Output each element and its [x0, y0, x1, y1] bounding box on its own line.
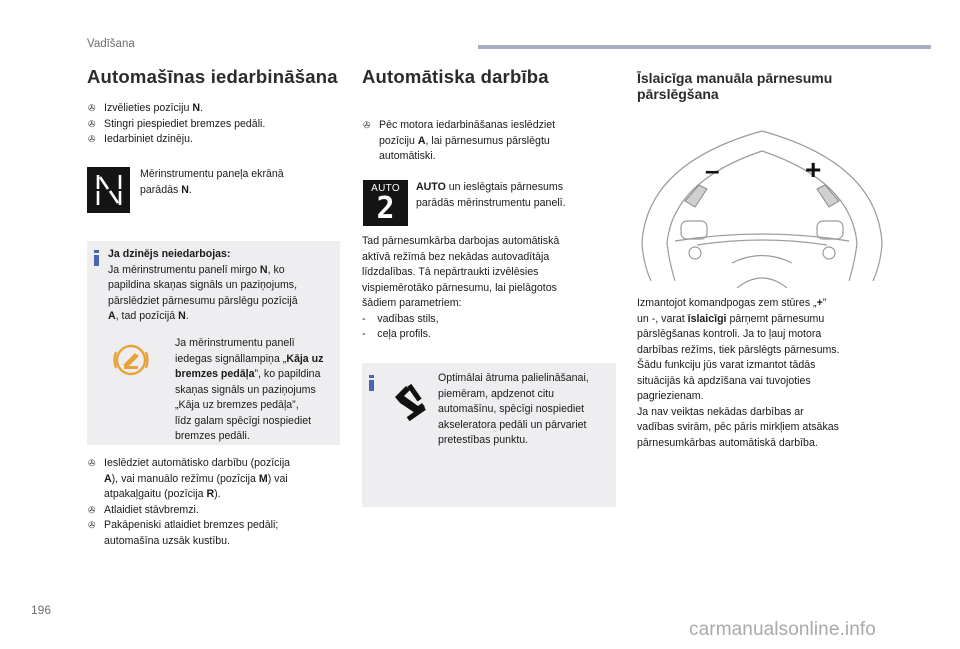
column-manual — [637, 70, 877, 102]
auto-paragraph: Tad pārnesumkārba darbojas automātiskā aktīvā režīmā bez nekādas autovadītāja līdzdalības. Tā nepārtraukti izvēlēsies vispiemērotāko pārnesumu, lai pielāgotos šādiem parametriem: - vadības stils, - ceļa profils. — [362, 235, 560, 340]
auto-steps — [362, 118, 616, 165]
panel-text: Mērinstrumentu paneļa ekrānā parādās N. — [140, 168, 284, 196]
title-starting: Automašīnas iedarbināšana — [87, 66, 338, 87]
watermark: carmanualsonline.info — [689, 619, 876, 640]
title-manual: Īslaicīga manuāla pārnesumu pārslēgšana — [637, 70, 833, 102]
gear-n-icon — [94, 173, 124, 207]
start-steps — [87, 101, 342, 148]
column-automatic — [362, 66, 616, 165]
foot-accelerator-icon — [392, 381, 428, 421]
bullet-icon: ✇ — [88, 134, 96, 144]
drive-steps — [87, 456, 342, 549]
bullet-icon: ✇ — [363, 120, 371, 130]
list-item: ✇ Iedarbiniet dzinēju. — [87, 132, 342, 148]
title-automatic: Automātiska darbība — [362, 66, 549, 87]
auto-display-text: AUTO un ieslēgtais pārnesums parādās mērinstrumentu panelī. — [416, 181, 566, 209]
note-engine-text: Ja dzinējs neiedarbojas: Ja mērinstrumentu panelī mirgo N, ko papildina skaņas signāls un paziņojums, pārslēdziet pārnesumu pārslēgu pozīcijā A, tad pozīcijā N. — [108, 248, 298, 322]
display-auto-icon — [363, 180, 408, 226]
manual-text: Izmantojot komandpogas zem stūres „+” un -, varat īslaicīgi pārņemt pārnesumu pārslēgšanas kontroli. Ja to ļauj motora darbības režīms, tiek pārslēgts pārnesums. Šādu funkciju jūs varat izmantot tādās situācijās kā apdzīšana vai tuvojoties pagriezienam. Ja nav veiktas nekādas darbības ar vadības svirām, pēc pāris mirkļiem atsākas pārnesumkārbas automātiskā darbība. — [637, 297, 840, 449]
column-starting — [87, 66, 342, 148]
bullet-icon: ✇ — [88, 103, 96, 113]
foot-on-brake-icon — [112, 341, 150, 379]
section-label: Vadīšana — [87, 38, 135, 50]
paddle-minus-label: – — [705, 155, 720, 185]
note-box-engine — [87, 241, 340, 445]
display-n-icon — [87, 167, 130, 213]
page-number: 196 — [31, 603, 52, 617]
steering-wheel-illustration — [637, 123, 887, 288]
note-warning-text: Ja mērinstrumentu panelī iedegas signāllampiņa „Kāja uz bremzes pedāļa”, ko papildina skaņas signāls un paziņojums „Kāja uz bremzes pedāļa”, līdz galam spēcīgi nospiediet bremzes pedāli. — [175, 337, 324, 442]
list-item: ✇ Pakāpeniski atlaidiet bremzes pedāli; automašīna uzsāk kustību. — [88, 519, 279, 547]
list-item: ✇ Atlaidiet stāvbremzi. — [87, 503, 342, 519]
paddle-plus-label: + — [805, 154, 822, 185]
bullet-icon: ✇ — [88, 118, 96, 129]
tip-text: Optimālai ātruma palielināšanai, piemēram, apdzenot citu automašīnu, spēcīgi nospiediet akseleratora pedāli un pārvariet pretestības punktu. — [438, 372, 589, 446]
header-bar — [478, 45, 931, 49]
bullet-icon: ✇ — [88, 504, 96, 515]
auto-label: AUTO — [371, 183, 400, 194]
list-item: ✇ Ieslēdziet automātisko darbību (pozīcija A), vai manuālo režīmu (pozīcija M) vai atpakaļgaitu (pozīcija R). — [88, 457, 291, 500]
steering-wheel-icon — [637, 123, 887, 288]
list-item: ✇ Pēc motora iedarbināšanas ieslēdziet pozīciju A, lai pārnesumus pārslēgtu automātiski. — [363, 119, 556, 162]
bullet-icon: ✇ — [88, 458, 96, 468]
bullet-icon: ✇ — [88, 520, 96, 530]
list-item: ✇ Stingri piespiediet bremzes pedāli. — [87, 117, 342, 133]
gear-digit: 2 — [376, 191, 395, 226]
list-item: ✇ Izvēlieties pozīciju N. — [87, 101, 342, 117]
tip-box — [362, 363, 616, 507]
